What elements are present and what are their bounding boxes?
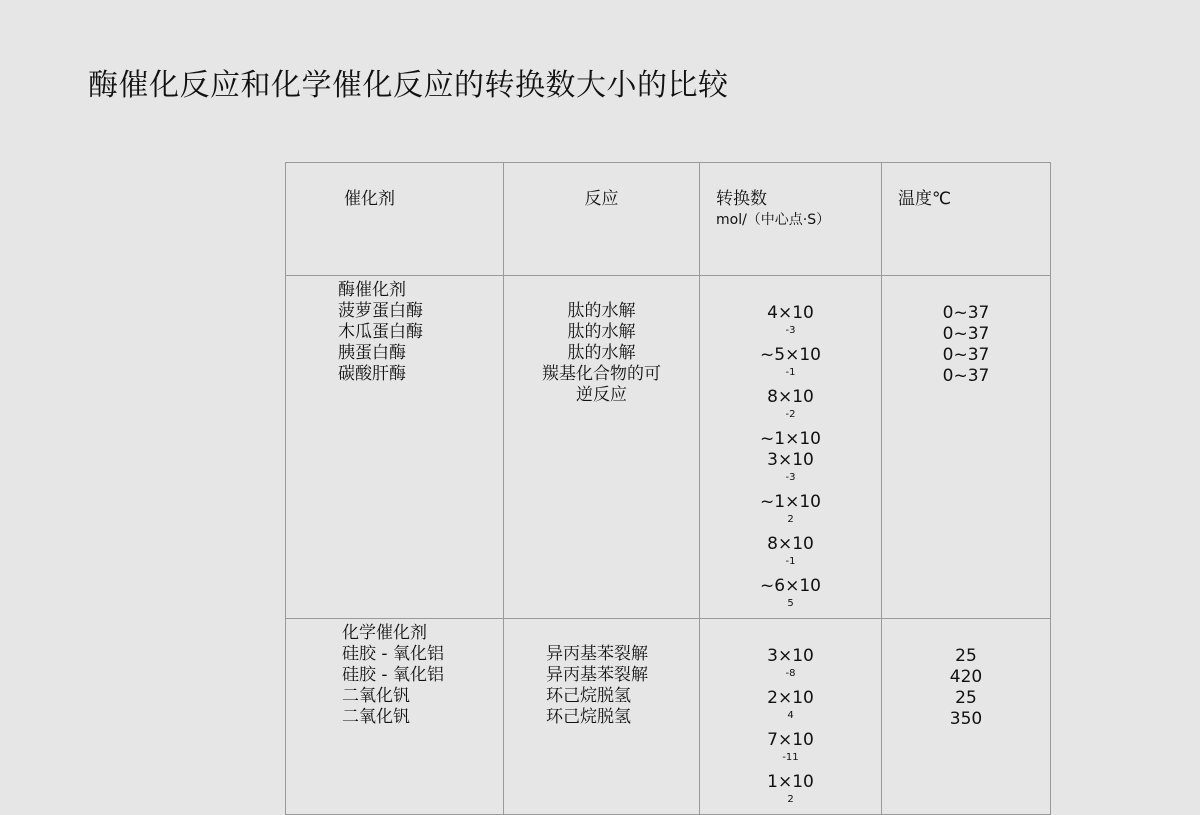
list-item: 25	[955, 646, 977, 666]
list-item: 0~37	[942, 366, 990, 386]
enzyme-catalyst-cell	[286, 276, 504, 619]
list-item: 0~37	[942, 345, 990, 365]
header-temperature	[882, 163, 1051, 276]
list-item: 胰蛋白酶	[338, 343, 406, 363]
turnover-value: 3×10 $^{-8}$	[767, 646, 814, 679]
list-item: 羰基化合物的可	[542, 364, 661, 384]
enzyme-reaction-cell	[504, 276, 700, 619]
header-turnover	[700, 163, 882, 276]
enzyme-temperature-cell	[882, 276, 1051, 619]
page-title: 酶催化反应和化学催化反应的转换数大小的比较	[88, 68, 729, 103]
list-item: 菠萝蛋白酶	[338, 301, 423, 321]
list-item: 420	[949, 667, 983, 687]
chemical-temperature-cell	[882, 619, 1051, 815]
chemical-catalyst-cell	[286, 619, 504, 815]
chemical-turnover-cell	[700, 619, 882, 815]
table-row-enzyme	[286, 276, 1051, 619]
turnover-value: 3×10 $^{-3}$ ~1×10 $^2$	[760, 450, 821, 525]
enzyme-turnover-cell	[700, 276, 882, 619]
table-header-row	[286, 163, 1051, 276]
list-item: 逆反应	[576, 385, 627, 405]
header-reaction-label: 反应	[584, 189, 619, 209]
turnover-value: 8×10 $^{-2}$ ~1×10	[760, 387, 821, 449]
list-item: 0~37	[942, 303, 990, 323]
header-catalyst-label: 催化剂	[344, 189, 395, 209]
turnover-value: 2×10 $^4$	[767, 688, 814, 721]
list-item: 异丙基苯裂解	[546, 665, 648, 685]
header-reaction	[504, 163, 700, 276]
list-item: 肽的水解	[567, 301, 636, 321]
turnover-value: 1×10 $^2$	[767, 772, 814, 805]
list-item: 二氧化钒	[342, 686, 410, 706]
table-row-chemical	[286, 619, 1051, 815]
list-item: 硅胶 - 氧化铝	[342, 665, 444, 685]
header-temperature-label: 温度℃	[898, 189, 952, 209]
chemical-reaction-cell	[504, 619, 700, 815]
header-turnover-unit: mol/（中心点·S）	[716, 212, 831, 228]
turnover-value: 8×10 $^{-1}$ ~6×10 $^5$	[760, 534, 821, 609]
list-item: 碳酸肝酶	[338, 364, 406, 384]
list-item: 0~37	[942, 324, 990, 344]
list-item: 异丙基苯裂解	[546, 644, 648, 664]
turnover-value: 7×10 $^{-11}$	[767, 730, 814, 763]
list-item: 木瓜蛋白酶	[338, 322, 423, 342]
comparison-table	[285, 162, 1051, 815]
list-item: 二氧化钒	[342, 707, 410, 727]
turnover-value: 4×10 $^{-3}$ ~5×10 $^{-1}$	[760, 303, 821, 378]
list-item: 肽的水解	[567, 322, 636, 342]
list-item: 环己烷脱氢	[546, 707, 631, 727]
list-item: 25	[955, 688, 977, 708]
list-item: 硅胶 - 氧化铝	[342, 644, 444, 664]
list-item: 环己烷脱氢	[546, 686, 631, 706]
list-item: 肽的水解	[567, 343, 636, 363]
header-turnover-label: 转换数	[716, 189, 767, 209]
enzyme-group-heading: 酶催化剂	[338, 280, 406, 300]
list-item: 350	[949, 709, 983, 729]
chemical-group-heading: 化学催化剂	[342, 623, 427, 643]
header-catalyst	[286, 163, 504, 276]
